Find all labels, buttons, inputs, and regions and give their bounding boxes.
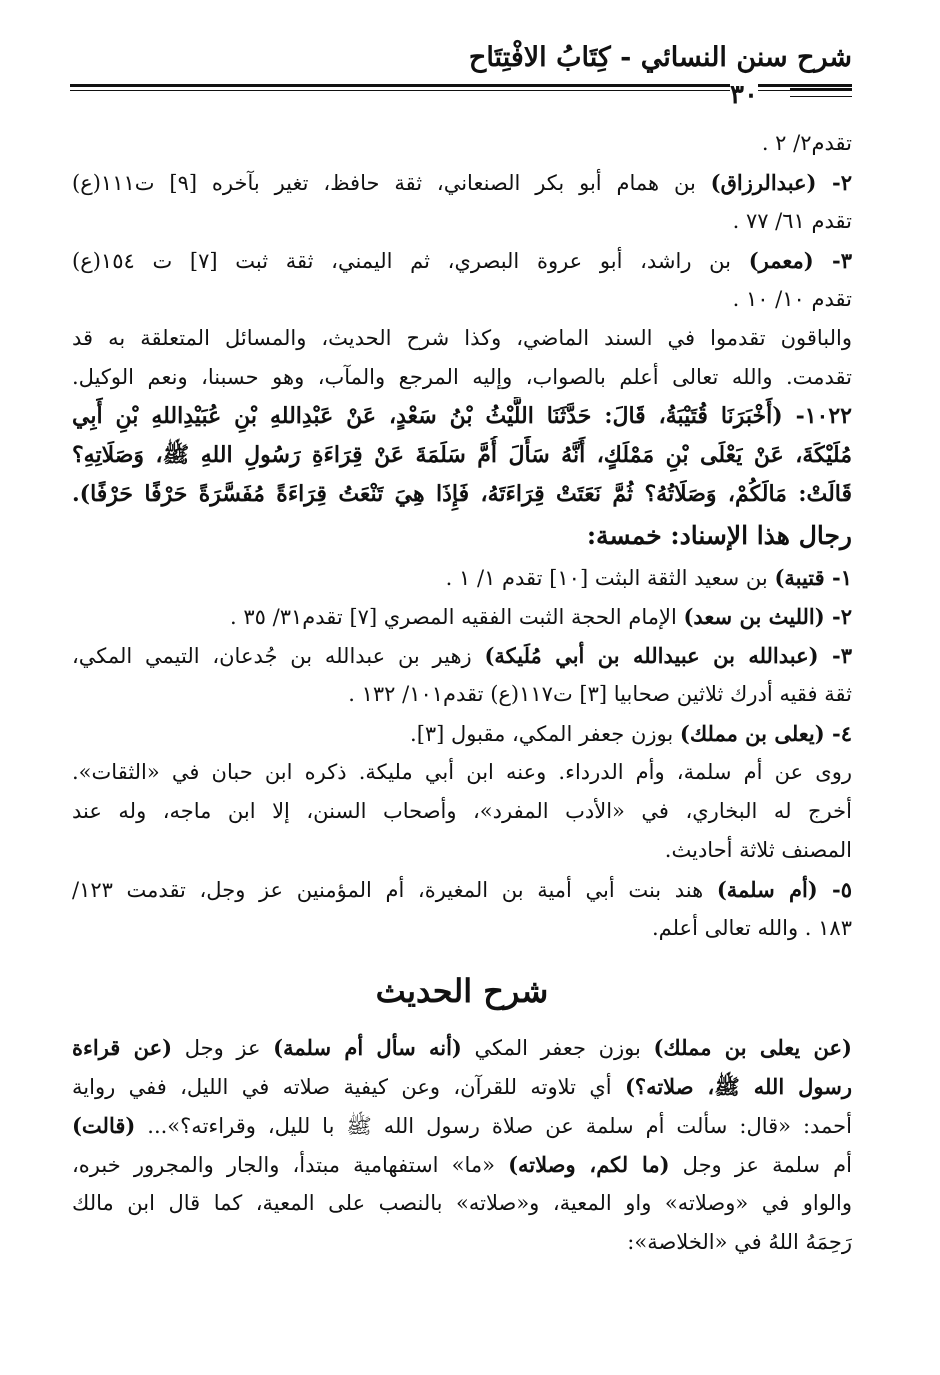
page-number: ٣٠ [730,80,758,110]
text-line [72,1184,852,1223]
text-line [72,870,852,909]
text-run: «ما» استفهامية مبتدأ، والجار والمجرور خبره، [72,1153,509,1177]
text-run: تقدمت. والله تعالى أعلم بالصواب، وإليه المرجع والمآب، وهو حسبنا، ونعم الوكيل. [72,365,852,389]
text-run: تقدم ١٠/ ١٠ . [732,287,852,311]
text-line [72,202,852,241]
text-run: شرح الحديث [375,972,549,1010]
text-run: ١٨٣ . والله تعالى أعلم. [651,916,852,940]
bold-term: (عن قراءة [72,1035,173,1060]
text-run: بن راشد، أبو عروة البصري، ثم اليمني، ثقة ثبت [٧] ت ١٥٤(ع) [72,249,749,273]
text-line [72,558,852,597]
text-line [72,319,852,358]
bold-term: (أنه سأل أم سلمة) [273,1035,462,1060]
bold-term: (قالت) [72,1113,136,1138]
text-line [72,636,852,675]
text-line [72,1028,852,1067]
text-run: أحمد: «قال: سألت أم سلمة عن صلاة رسول الله ﷺ با لليل، وقراءته؟»... [135,1114,852,1138]
narrator-name: ٥- (أم سلمة) [716,877,852,902]
text-line [72,792,852,831]
text-run: روى عن أم سلمة، وأم الدرداء. وعنه ابن أبي مليكة. ذكره ابن حبان في «الثقات». [72,760,852,784]
hadith-line [72,436,852,475]
narrator-name: ٢- (عبدالرزاق) [710,170,852,195]
text-run: رجال هذا الإسناد: خمسة: [586,521,852,550]
text-run: رَحِمَهُ اللهُ في «الخلاصة»: [627,1230,852,1254]
text-run: قَالَتْ: مَالَكُمْ، وَصَلَاتُهُ؟ ثُمَّ نَعَتَتْ قِرَاءَتَهُ، فَإِذَا هِيَ تَنْعَتُ قِرَاءَةً مُفَسَّرَةً حَرْفًا حَرْفًا). [72,481,852,507]
text-run: مُلَيْكَةَ، عَنْ يَعْلَى بْنِ مَمْلَكٍ، أَنَّهُ سَأَلَ أُمَّ سَلَمَةَ عَنْ قِرَاءَةِ رَسُولِ اللهِ ﷺ، وَصَلَاتِهِ؟ [72,442,852,468]
text-run: والواو في «وصلاته» واو المعية، و«صلاته» بالنصب على المعية، كما قال ابن مالك [72,1191,852,1215]
bold-term: (عن يعلى بن مملك) [653,1035,852,1060]
text-run: أخرج له البخاري، في «الأدب المفرد»، وأصحاب السنن، إلا ابن ماجه، وله عند [72,799,852,823]
text-line [72,675,852,714]
text-run: المصنف ثلاثة أحاديث. [664,838,852,862]
text-run: زهير بن عبدالله بن جُدعان، التيمي المكي، [72,644,485,668]
text-line [72,597,852,636]
text-run: ١٠٢٢- (أَخْبَرَنَا قُتَيْبَةُ، قَالَ: حَدَّثَنَا اللَّيْثُ بْنُ سَعْدٍ، عَنْ عَبْدِاللهِ بْنِ عُبَيْدِاللهِ بْنِ أَبِي [72,403,852,429]
text-run: بن سعيد الثقة البثت [١٠] تقدم ١/ ١ . [445,566,775,590]
narrator-name: ٤- (يعلى بن مملك) [679,721,852,746]
text-line [72,1067,852,1106]
text-run: والباقون تقدموا في السند الماضي، وكذا شرح الحديث، والمسائل المتعلقة به قد [72,326,852,350]
text-line [72,714,852,753]
page-number-rule-thin [790,96,852,97]
text-run: عز وجل [172,1036,274,1060]
text-run: تقدم ٦١/ ٧٧ . [732,209,852,233]
text-run: بوزن جعفر المكي [461,1036,654,1060]
text-line [72,753,852,792]
text-line [72,241,852,280]
text-run: الإمام الحجة الثبت الفقيه المصري [٧] تقدم٣١/ ٣٥ . [230,605,684,629]
bold-term: رسول الله ﷺ، صلاته؟) [625,1074,852,1099]
text-line [72,280,852,319]
narrator-name: ٣- (عبدالله بن عبيدالله بن أبي مُلَيكة) [484,643,852,668]
section-heading [72,514,852,558]
text-run: أم سلمة عز وجل [669,1153,852,1177]
running-title: شرح سنن النسائي - كِتَابُ الافْتِتَاح [468,42,852,73]
text-run: ثقة فقيه أدرك ثلاثين صحابيا [٣] ت١١٧(ع) تقدم١٠١/ ١٣٢ . [348,682,852,706]
text-line [72,831,852,870]
text-line [72,358,852,397]
bold-term: (ما لكم، وصلاته) [508,1152,670,1177]
text-line [72,909,852,948]
text-line [72,163,852,202]
hadith-line [72,397,852,436]
text-line [72,1145,852,1184]
hadith-line [72,475,852,514]
page-number-rule-thick [790,88,852,91]
main-heading [72,960,852,1022]
text-line [72,124,852,163]
text-run: بن همام أبو بكر الصنعاني، ثقة حافظ، تغير بآخره [٩] ت١١١(ع) [72,171,711,195]
text-line [72,1106,852,1145]
text-line [72,1223,852,1262]
text-run: تقدم٢/ ٢ . [761,131,852,155]
text-run: هند بنت أبي أمية بن المغيرة، أم المؤمنين عز وجل، تقدمت ١٢٣/ [72,878,717,902]
narrator-name: ٢- (الليث بن سعد) [683,604,852,629]
body-text [72,124,852,1262]
text-run: أي تلاوته للقرآن، وعن كيفية صلاته في الليل، ففي رواية [72,1075,625,1099]
text-run: بوزن جعفر المكي، مقبول [٣]. [410,722,680,746]
narrator-name: ٣- (معمر) [748,248,852,273]
narrator-name: ١- قتيبة) [774,565,852,590]
